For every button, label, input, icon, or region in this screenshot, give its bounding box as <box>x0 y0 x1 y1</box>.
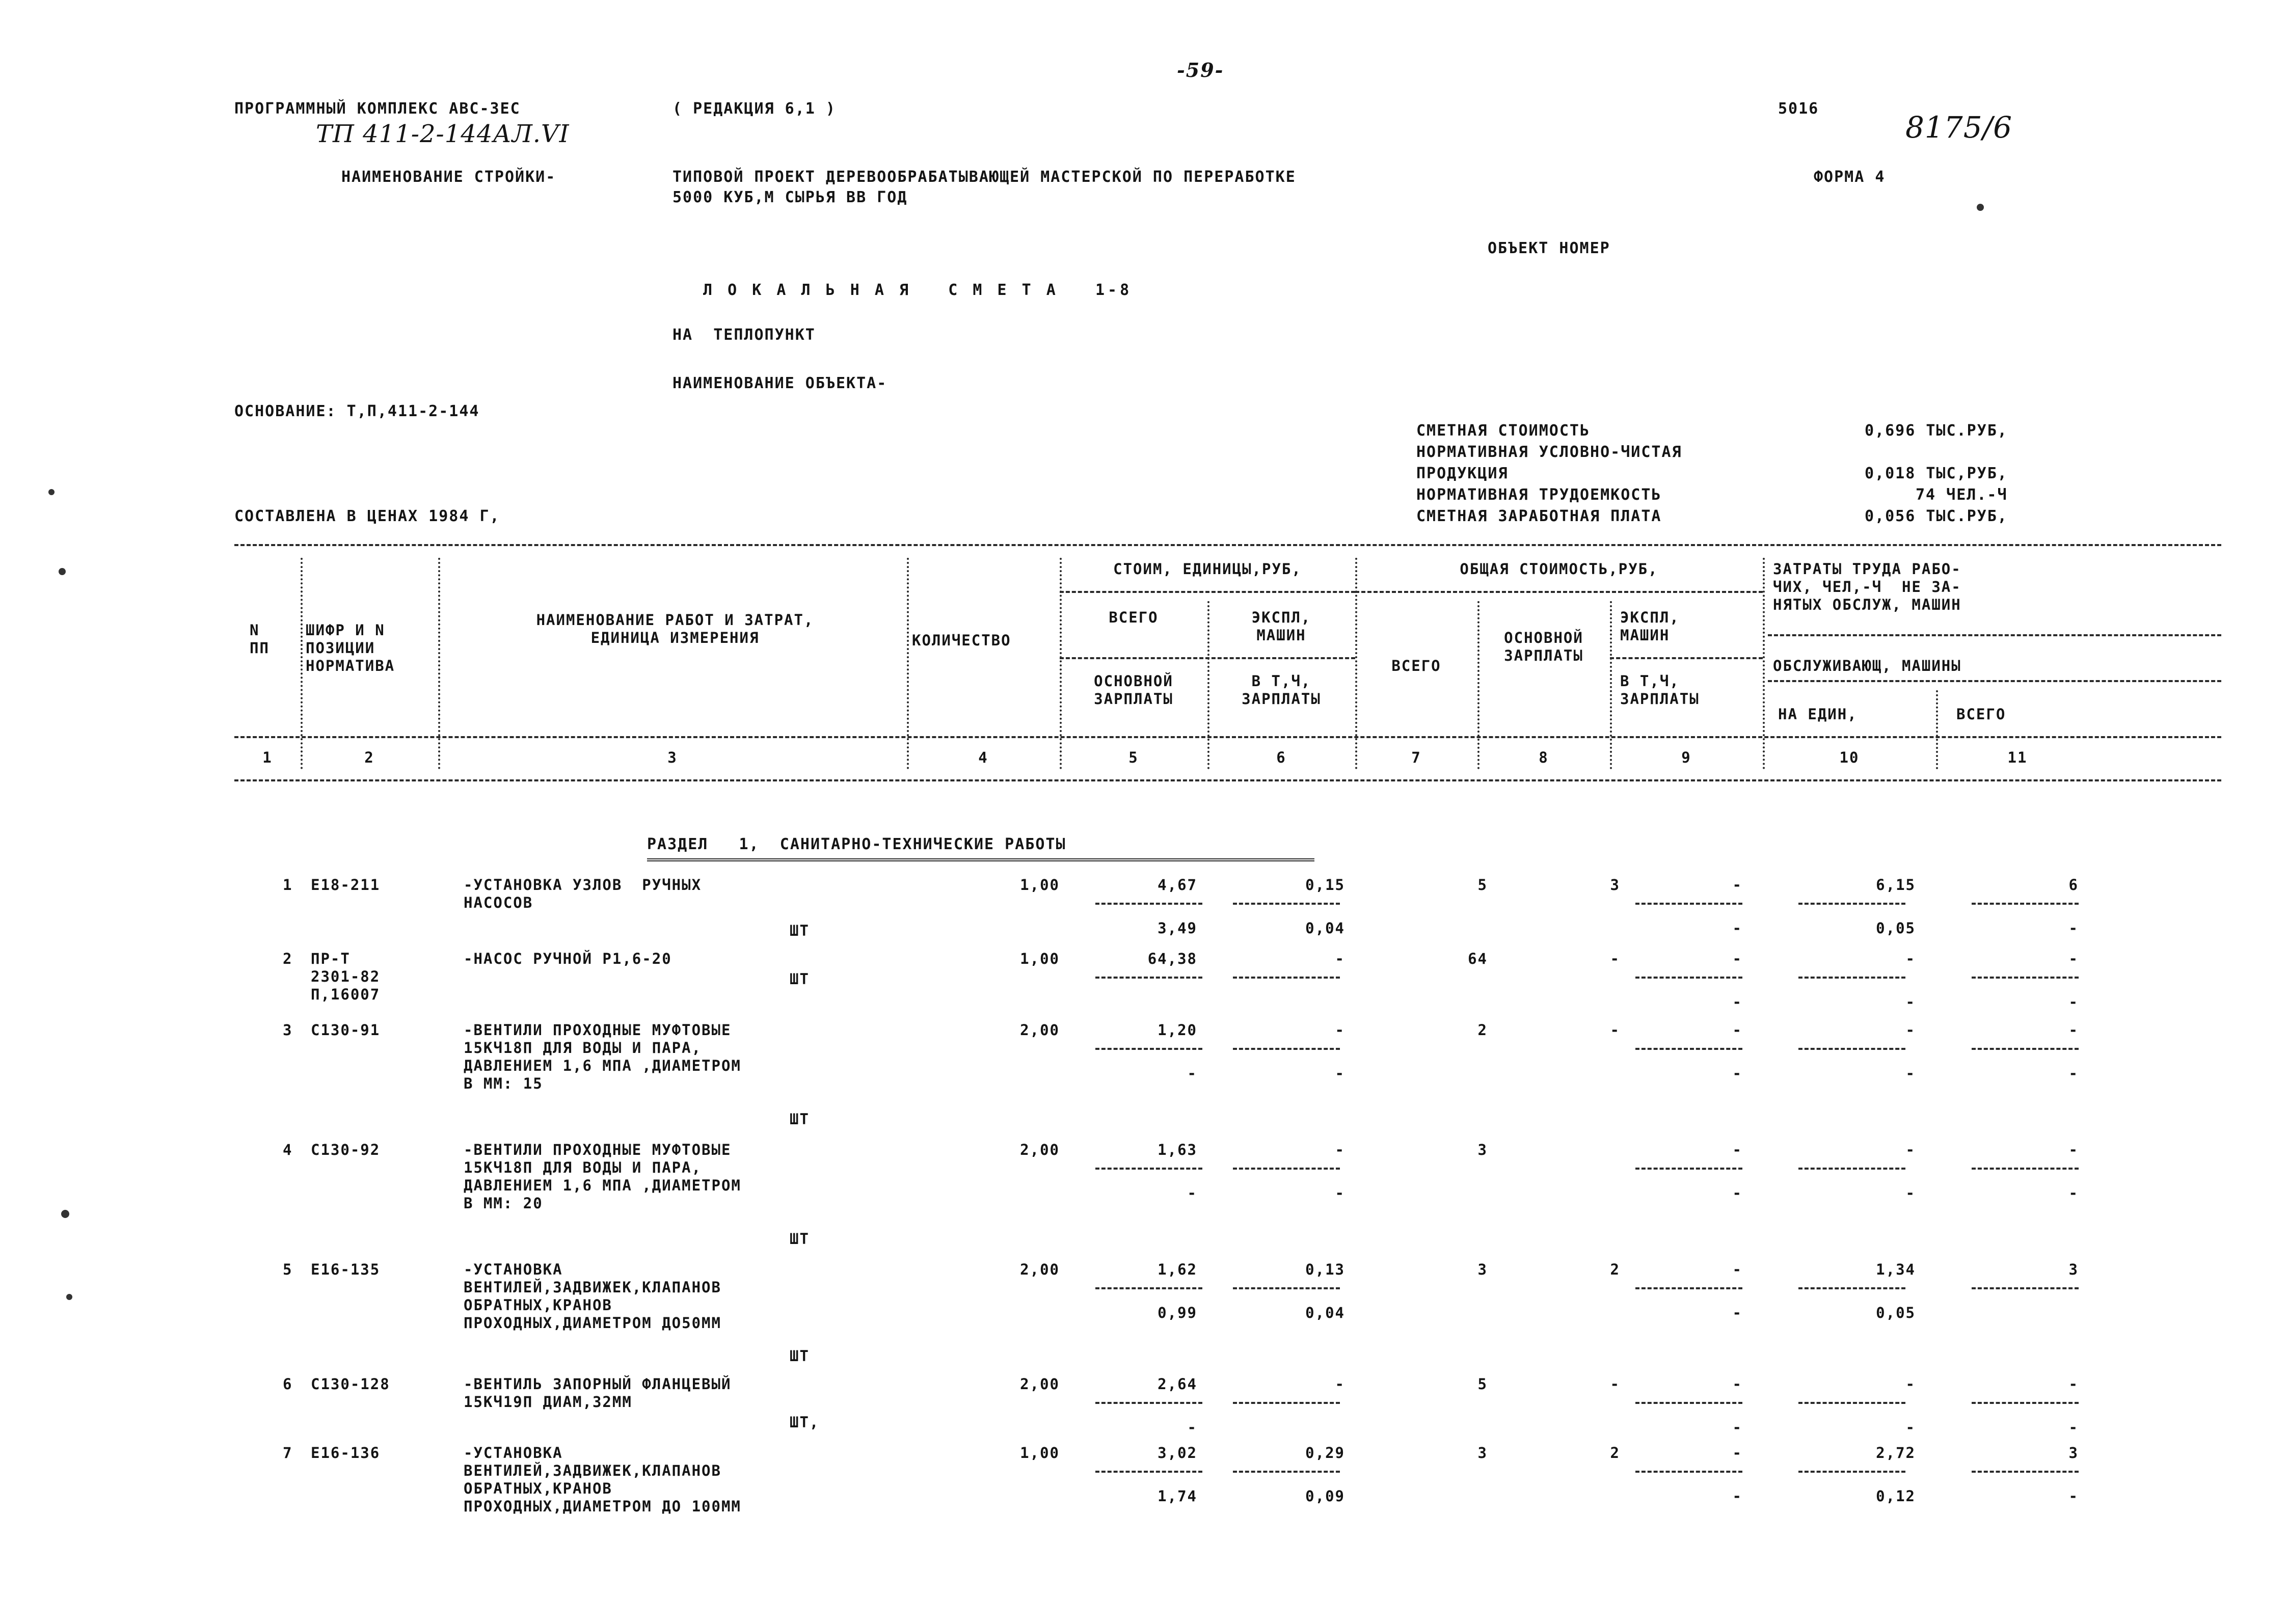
header-code: ШИФР И N ПОЗИЦИИ НОРМАТИВА <box>306 621 395 674</box>
row-number: 1 <box>283 876 293 894</box>
row-divider <box>1233 1168 1340 1170</box>
row-unit-machine: 0,13 <box>1305 1261 1345 1278</box>
row-unit-total: 4,67 <box>1158 876 1197 894</box>
row-divider <box>1233 977 1340 979</box>
row-unit-machine-wage: 0,04 <box>1305 1304 1345 1321</box>
page-number: -59- <box>1177 59 1224 82</box>
col-number: 10 <box>1839 749 1860 766</box>
row-total-machine: - <box>1732 1261 1742 1278</box>
row-labor-unit: - <box>1905 1021 1916 1039</box>
col-number: 8 <box>1539 749 1549 766</box>
construction-name-1: ТИПОВОЙ ПРОЕКТ ДЕРЕВООБРАБАТЫВАЮЩЕЙ МАСТЕРСКОЙ ПО ПЕРЕРАБОТКЕ <box>672 168 1296 186</box>
row-labor-unit-b: 0,05 <box>1876 1304 1916 1321</box>
row-divider <box>1635 903 1742 905</box>
summary-value: 0,056 ТЫС.РУБ, <box>1865 507 2008 525</box>
row-total-wage: - <box>1610 1375 1620 1393</box>
row-name: -УСТАНОВКА ВЕНТИЛЕЙ,ЗАДВИЖЕК,КЛАПАНОВ ОБРАТНЫХ,КРАНОВ ПРОХОДНЫХ,ДИАМЕТРОМ ДО50ММ <box>464 1261 721 1332</box>
labor-subrule-2 <box>1768 680 2221 682</box>
row-labor-unit: - <box>1905 1375 1916 1393</box>
header-unit-cost: СТОИМ, ЕДИНИЦЫ,РУБ, <box>1113 560 1302 578</box>
row-labor-unit-b: - <box>1905 1184 1916 1202</box>
row-name: -ВЕНТИЛИ ПРОХОДНЫЕ МУФТОВЫЕ 15КЧ18П ДЛЯ ВОДЫ И ПАРА, ДАВЛЕНИЕМ 1,6 МПА ,ДИАМЕТРОМ В ММ: 15 <box>464 1021 741 1092</box>
row-name: -УСТАНОВКА ВЕНТИЛЕЙ,ЗАДВИЖЕК,КЛАПАНОВ ОБРАТНЫХ,КРАНОВ ПРОХОДНЫХ,ДИАМЕТРОМ ДО 100ММ <box>464 1444 741 1515</box>
col-divider <box>1477 601 1479 769</box>
form-code: 5016 <box>1778 100 1819 118</box>
row-labor-unit-b: - <box>1905 1065 1916 1082</box>
col-number: 11 <box>2007 749 2028 766</box>
machine-subrule <box>1610 657 1763 659</box>
row-quantity: 1,00 <box>1020 1444 1060 1461</box>
row-total-machine-wage: - <box>1732 1065 1742 1082</box>
row-labor-total-b: - <box>2068 1184 2079 1202</box>
row-divider <box>1635 1287 1742 1289</box>
program-name: ПРОГРАММНЫЙ КОМПЛЕКС АВС-3ЕС <box>234 100 521 118</box>
table-header-rule <box>234 736 2221 738</box>
section-underline <box>647 858 1314 861</box>
row-total: 3 <box>1477 1141 1488 1158</box>
row-total-wage: 2 <box>1610 1261 1620 1278</box>
row-total: 3 <box>1477 1444 1488 1461</box>
row-labor-total: - <box>2068 950 2079 967</box>
row-unit-machine-wage: 0,09 <box>1305 1487 1345 1505</box>
row-total: 2 <box>1477 1021 1488 1039</box>
row-unit-total: 2,64 <box>1158 1375 1197 1393</box>
row-divider <box>1798 1471 1905 1473</box>
summary-label: НОРМАТИВНАЯ УСЛОВНО-ЧИСТАЯ <box>1416 443 1682 461</box>
header-total-cost: ОБЩАЯ СТОИМОСТЬ,РУБ, <box>1460 560 1658 578</box>
construction-label: НАИМЕНОВАНИЕ СТРОЙКИ- <box>341 168 556 186</box>
row-total-wage: 2 <box>1610 1444 1620 1461</box>
row-divider <box>1635 1168 1742 1170</box>
row-labor-unit-b: - <box>1905 993 1916 1011</box>
row-labor-total-b: - <box>2068 1065 2079 1082</box>
row-divider <box>1095 1287 1202 1289</box>
row-unit-total: 3,02 <box>1158 1444 1197 1461</box>
col-number: 5 <box>1128 749 1139 766</box>
col-divider <box>438 558 440 769</box>
row-unit: ШТ <box>790 922 810 939</box>
row-labor-unit: 1,34 <box>1876 1261 1916 1278</box>
row-total-machine-wage: - <box>1732 1419 1742 1436</box>
row-divider <box>1095 1471 1202 1473</box>
row-unit-total: 1,20 <box>1158 1021 1197 1039</box>
header-per-unit: НА ЕДИН, <box>1778 706 1858 723</box>
row-total-machine-wage: - <box>1732 993 1742 1011</box>
row-divider <box>1233 1471 1340 1473</box>
header-labor: ЗАТРАТЫ ТРУДА РАБО- ЧИХ, ЧЕЛ,-Ч НЕ ЗА- НЯТЫХ ОБСЛУЖ, МАШИН <box>1773 560 1961 613</box>
summary-label: НОРМАТИВНАЯ ТРУДОЕМКОСТЬ <box>1416 486 1662 504</box>
row-quantity: 2,00 <box>1020 1021 1060 1039</box>
row-total-machine: - <box>1732 1375 1742 1393</box>
row-name: -УСТАНОВКА УЗЛОВ РУЧНЫХ НАСОСОВ <box>464 876 702 911</box>
col-divider <box>1610 601 1612 769</box>
row-divider <box>1095 977 1202 979</box>
row-labor-total: - <box>2068 1141 2079 1158</box>
row-unit-machine: - <box>1335 1141 1345 1158</box>
row-labor-total: 3 <box>2068 1444 2079 1461</box>
row-unit-machine: 0,29 <box>1305 1444 1345 1461</box>
row-labor-unit: 2,72 <box>1876 1444 1916 1461</box>
row-code: С130-128 <box>311 1375 390 1393</box>
row-name: -НАСОС РУЧНОЙ Р1,6-20 <box>464 950 672 967</box>
col-divider <box>1763 558 1765 769</box>
row-labor-total-b: - <box>2068 919 2079 937</box>
row-divider <box>1798 1287 1905 1289</box>
row-number: 4 <box>283 1141 293 1158</box>
row-name: -ВЕНТИЛЬ ЗАПОРНЫЙ ФЛАНЦЕВЫЙ 15КЧ19П ДИАМ,32ММ <box>464 1375 732 1411</box>
row-unit-machine: - <box>1335 1375 1345 1393</box>
header-total: ВСЕГО <box>1391 657 1441 674</box>
edition: ( РЕДАКЦИЯ 6,1 ) <box>672 100 836 118</box>
section-title: РАЗДЕЛ 1, САНИТАРНО-ТЕХНИЧЕСКИЕ РАБОТЫ <box>647 835 1066 853</box>
table-top-rule <box>234 544 2221 546</box>
col-divider <box>907 558 909 769</box>
labor-subrule-1 <box>1768 634 2221 636</box>
row-total-machine: - <box>1732 1021 1742 1039</box>
row-divider <box>1798 903 1905 905</box>
row-divider <box>1798 1048 1905 1050</box>
row-divider <box>1233 903 1340 905</box>
scan-speck <box>48 489 55 495</box>
row-quantity: 1,00 <box>1020 950 1060 967</box>
row-divider <box>1972 903 2079 905</box>
total-cost-subrule <box>1355 591 1763 593</box>
row-quantity: 2,00 <box>1020 1141 1060 1158</box>
row-labor-total: - <box>2068 1021 2079 1039</box>
row-unit-wage: - <box>1187 1184 1197 1202</box>
object-number-label: ОБЪЕКТ НОМЕР <box>1488 239 1610 257</box>
row-labor-total-b: - <box>2068 1419 2079 1436</box>
row-unit-machine: - <box>1335 950 1345 967</box>
row-code: Е18-211 <box>311 876 381 894</box>
row-code: С130-92 <box>311 1141 381 1158</box>
row-number: 5 <box>283 1261 293 1278</box>
row-divider <box>1635 1471 1742 1473</box>
row-unit-machine-wage: 0,04 <box>1305 919 1345 937</box>
row-unit-wage: 0,99 <box>1158 1304 1197 1321</box>
row-labor-unit: - <box>1905 950 1916 967</box>
row-labor-total: - <box>2068 1375 2079 1393</box>
object-name-label: НАИМЕНОВАНИЕ ОБЪЕКТА- <box>672 374 887 392</box>
row-labor-total-b: - <box>2068 1487 2079 1505</box>
row-total: 3 <box>1477 1261 1488 1278</box>
row-divider <box>1095 1168 1202 1170</box>
row-divider <box>1233 1048 1340 1050</box>
row-unit-wage: 1,74 <box>1158 1487 1197 1505</box>
unit-cost-subrule <box>1060 591 1355 593</box>
row-labor-total-b: - <box>2068 993 2079 1011</box>
row-divider <box>1972 977 2079 979</box>
row-number: 7 <box>283 1444 293 1461</box>
header-labor-service: ОБСЛУЖИВАЮЩ, МАШИНЫ <box>1773 657 1961 674</box>
header-n: N ПП <box>250 621 270 657</box>
col-number: 2 <box>364 749 374 766</box>
row-divider <box>1972 1048 2079 1050</box>
row-total-machine-wage: - <box>1732 1487 1742 1505</box>
summary-label: СМЕТНАЯ ЗАРАБОТНАЯ ПЛАТА <box>1416 507 1662 525</box>
row-divider <box>1635 1048 1742 1050</box>
header-quantity: КОЛИЧЕСТВО <box>912 632 1011 649</box>
header-total-machine: ЭКСПЛ, МАШИН <box>1620 609 1680 644</box>
header-unit-machine: ЭКСПЛ, МАШИН <box>1251 609 1311 644</box>
row-name: -ВЕНТИЛИ ПРОХОДНЫЕ МУФТОВЫЕ 15КЧ18П ДЛЯ ВОДЫ И ПАРА, ДАВЛЕНИЕМ 1,6 МПА ,ДИАМЕТРОМ В ММ: 20 <box>464 1141 741 1212</box>
row-total: 64 <box>1468 950 1488 967</box>
row-unit-wage: - <box>1187 1065 1197 1082</box>
row-labor-unit-b: - <box>1905 1419 1916 1436</box>
row-divider <box>1972 1471 2079 1473</box>
row-number: 2 <box>283 950 293 967</box>
row-divider <box>1095 903 1202 905</box>
row-total: 5 <box>1477 876 1488 894</box>
header-unit-total: ВСЕГО <box>1109 609 1159 626</box>
row-total-machine-wage: - <box>1732 919 1742 937</box>
row-number: 3 <box>283 1021 293 1039</box>
row-total-machine: - <box>1732 950 1742 967</box>
row-unit-total: 1,62 <box>1158 1261 1197 1278</box>
summary-label: ПРОДУКЦИЯ <box>1416 465 1509 482</box>
row-labor-unit-b: 0,12 <box>1876 1487 1916 1505</box>
row-divider <box>1972 1168 2079 1170</box>
row-labor-unit: 6,15 <box>1876 876 1916 894</box>
doc-subject: НА ТЕПЛОПУНКТ <box>672 326 816 344</box>
row-unit-machine: - <box>1335 1021 1345 1039</box>
basis: ОСНОВАНИЕ: Т,П,411-2-144 <box>234 402 480 420</box>
row-code: С130-91 <box>311 1021 381 1039</box>
scan-speck <box>66 1294 72 1300</box>
header-work-name: НАИМЕНОВАНИЕ РАБОТ И ЗАТРАТ, ЕДИНИЦА ИЗМЕРЕНИЯ <box>536 611 814 646</box>
row-total-machine-wage: - <box>1732 1304 1742 1321</box>
col-number: 1 <box>262 749 273 766</box>
col-divider <box>1355 558 1357 769</box>
header-unit-machine-wage: В Т,Ч, ЗАРПЛАТЫ <box>1242 672 1321 708</box>
row-labor-total: 6 <box>2068 876 2079 894</box>
col-number: 9 <box>1681 749 1691 766</box>
row-total-machine: - <box>1732 1444 1742 1461</box>
col-number: 7 <box>1411 749 1421 766</box>
summary-label: СМЕТНАЯ СТОИМОСТЬ <box>1416 422 1591 440</box>
row-number: 6 <box>283 1375 293 1393</box>
row-unit: ШТ <box>790 1230 810 1248</box>
header-total-machine-wage: В Т,Ч, ЗАРПЛАТЫ <box>1620 672 1700 708</box>
row-divider <box>1233 1287 1340 1289</box>
summary-value: 0,696 ТЫС.РУБ, <box>1865 422 2008 440</box>
summary-value: 0,018 ТЫС,РУБ, <box>1865 465 2008 482</box>
row-unit: ШТ <box>790 1347 810 1365</box>
row-code: ПР-Т 2301-82 П,16007 <box>311 950 381 1003</box>
table-number-rule <box>234 779 2221 781</box>
scan-speck <box>1977 204 1984 211</box>
row-total: 5 <box>1477 1375 1488 1393</box>
row-total-wage: - <box>1610 1021 1620 1039</box>
form-label: ФОРМА 4 <box>1814 168 1886 186</box>
row-divider <box>1798 1402 1905 1404</box>
header-unit-wage: ОСНОВНОЙ ЗАРПЛАТЫ <box>1094 672 1173 708</box>
row-unit-machine: 0,15 <box>1305 876 1345 894</box>
row-quantity: 2,00 <box>1020 1261 1060 1278</box>
row-divider <box>1095 1048 1202 1050</box>
scan-speck <box>61 1210 69 1218</box>
row-code: Е16-136 <box>311 1444 381 1461</box>
row-unit: ШТ, <box>790 1414 820 1431</box>
row-unit: ШТ <box>790 1111 810 1128</box>
row-divider <box>1095 1402 1202 1404</box>
row-divider <box>1972 1287 2079 1289</box>
row-quantity: 1,00 <box>1020 876 1060 894</box>
row-unit-machine-wage: - <box>1335 1184 1345 1202</box>
row-divider <box>1635 1402 1742 1404</box>
row-total-wage: 3 <box>1610 876 1620 894</box>
row-divider <box>1635 977 1742 979</box>
col-divider <box>1936 690 1938 769</box>
row-divider <box>1972 1402 2079 1404</box>
doc-title: Л О К А Л Ь Н А Я С М Е Т А 1-8 <box>703 281 1133 299</box>
row-unit-total: 1,63 <box>1158 1141 1197 1158</box>
prices-basis: СОСТАВЛЕНА В ЦЕНАХ 1984 Г, <box>234 507 500 525</box>
header-total-wage: ОСНОВНОЙ ЗАРПЛАТЫ <box>1504 629 1583 664</box>
row-total-machine: - <box>1732 1141 1742 1158</box>
row-total-machine: - <box>1732 876 1742 894</box>
row-unit-machine-wage: - <box>1335 1065 1345 1082</box>
col-divider <box>301 558 303 769</box>
row-divider <box>1798 977 1905 979</box>
col-divider <box>1060 558 1062 769</box>
row-unit: ШТ <box>790 970 810 988</box>
handwritten-sheet-number: 8175/6 <box>1905 110 2013 145</box>
header-labor-total: ВСЕГО <box>1956 706 2006 723</box>
row-unit-wage: 3,49 <box>1158 919 1197 937</box>
col-number: 4 <box>978 749 988 766</box>
col-number: 6 <box>1276 749 1286 766</box>
handwritten-project-code: ТП 411-2-144АЛ.VI <box>316 120 570 148</box>
construction-name-2: 5000 КУБ,М СЫРЬЯ ВВ ГОД <box>672 188 908 206</box>
row-labor-total: 3 <box>2068 1261 2079 1278</box>
row-total-wage: - <box>1610 950 1620 967</box>
row-code: Е16-135 <box>311 1261 381 1278</box>
summary-value: 74 ЧЕЛ.-Ч <box>1916 486 2008 504</box>
row-divider <box>1233 1402 1340 1404</box>
col-divider <box>1207 601 1209 769</box>
row-unit-wage: - <box>1187 1419 1197 1436</box>
col-number: 3 <box>667 749 678 766</box>
row-labor-unit-b: 0,05 <box>1876 919 1916 937</box>
row-quantity: 2,00 <box>1020 1375 1060 1393</box>
row-labor-unit: - <box>1905 1141 1916 1158</box>
scan-speck <box>59 568 66 575</box>
row-divider <box>1798 1168 1905 1170</box>
row-total-machine-wage: - <box>1732 1184 1742 1202</box>
row-unit-total: 64,38 <box>1147 950 1197 967</box>
